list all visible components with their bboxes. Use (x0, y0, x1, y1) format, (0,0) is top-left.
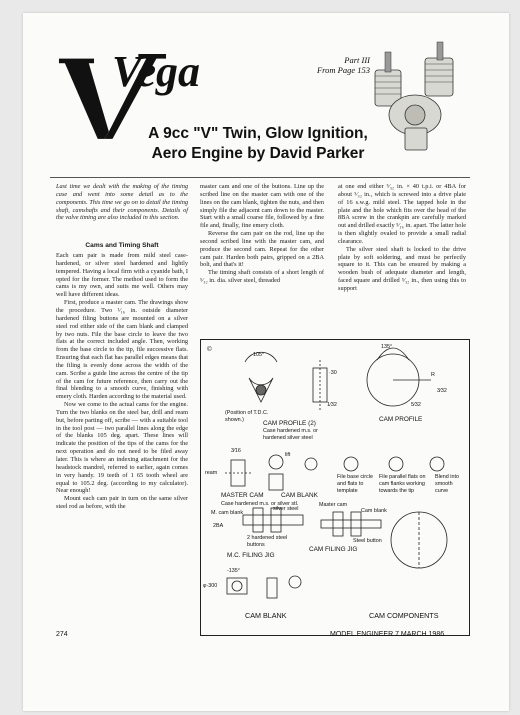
engine-illustration (365, 40, 475, 160)
angle-135: -135° (227, 568, 240, 574)
dim-105: 105° (253, 352, 265, 358)
dim-30: ·30 (329, 370, 337, 376)
dim-3-16: 3⁄16 (231, 448, 241, 454)
cam-components-label: CAM COMPONENTS (369, 611, 439, 620)
header-rule (50, 177, 470, 178)
column-2 (200, 183, 324, 285)
article-title-line1: A 9cc "V" Twin, Glow Ignition, (148, 125, 368, 142)
part-number: Part III (344, 55, 370, 65)
column-3 (338, 183, 466, 293)
section-heading: Cams and Timing Shaft (85, 242, 159, 250)
cam-filing-jig-label: CAM FILING JIG (309, 546, 358, 553)
col3-paragraph: The silver steel shaft is locked to the drive plate by soft soldering, and must be perfectly square to it. This can be ensured by making a wooden bush of adequate diameter and length, faced square and drilled ⁵⁄₃₂ in., then using this to support (338, 245, 466, 292)
col1-paragraph: First, produce a master cam. The drawings show the procedure. Two ¹⁄₁₆ in. outside diameter hardened filing buttons are mounted on a silver steel rod either side of the cam blank and clamped by two nuts. File the base circle to leave the two flats at the correct included angle. Then, working from the base circle to the tip, file successive flats. Ensuring that each flat has parallel edges means that the filing is evenly done across the width of the cam. Scribe a guide line across the centre of the tip of the cam for future reference, then carry out the final blending to a smooth curve, finishing with emery cloth. Harden according to the material used. (56, 299, 188, 401)
file-parallel-note: File parallel flats on cam flanks working towards the tip (379, 474, 426, 494)
dim-3-32: 3⁄32 (437, 388, 447, 394)
page-number: 274 (56, 631, 68, 638)
hardened-buttons-label: 2 hardened steel buttons (247, 535, 288, 548)
master-cam-small-label: Master cam (319, 502, 348, 508)
logo-lettering: Vega (112, 47, 200, 96)
dim-r: R (431, 372, 435, 378)
blend-note: Blend into smooth curve (435, 474, 459, 494)
part-label (270, 55, 370, 75)
column-1 (56, 183, 188, 511)
col2-paragraph: master cam and one of the buttons. Line up the scribed line on the master cam with one of the lines on the cam blank, tighten the nuts, and then simply file the adjacent cam down to the master. Start with a small coarse file, followed by a fine file and, finally, fine emery cloth. (200, 183, 324, 230)
silver-steel-label: silver steel (273, 506, 299, 512)
col3-paragraph: at one end either ⁵⁄₃₂ in. × 40 t.p.i. or 4BA for about ⁵⁄₃₂ in., which is screwed into a drive plate of 16 s.w.g. mild steel. The tapped hole in the plate and the hole which fits over the head of the 8BA screw in the crankpin are carefully marked out and drilled exactly ⁵⁄₁₆ in. apart. The latter hole is then slightly ovaled to provide a small radial clearance. (338, 183, 466, 245)
ream-label: ream (205, 470, 218, 476)
dia-300: φ·300 (203, 583, 218, 589)
cam-profile-2-label: CAM PROFILE (2) (263, 420, 316, 427)
position-tdc: (Position of T.D.C. shown.) (225, 410, 269, 423)
dim-1-32: 1⁄32 (327, 402, 337, 408)
cam-profile-label: CAM PROFILE (379, 416, 423, 423)
ba2-label: 2BA (213, 523, 224, 529)
mc-filing-jig-label: M.C. FILING JIG (227, 552, 275, 559)
master-cam-note: Case hardened m.s. or silver stl. (221, 501, 299, 507)
copyright-mark: © (207, 346, 212, 353)
col1-paragraph: Mount each cam pair in turn on the same silver steel rod as before, with the (56, 495, 188, 511)
steel-button-label: Steel button (353, 538, 382, 544)
m-cam-blank-label: M. cam blank (211, 510, 244, 516)
dim-135: 135° (381, 344, 393, 350)
article-title-line2: Aero Engine by David Parker (151, 145, 365, 162)
cam-profile-2-note: Case hardened m.s. or hardened silver steel (263, 428, 318, 441)
col1-paragraph: Each cam pair is made from mild steel case-hardened, or silver steel hardened and lightly tempered. Having a local firm with a cyanide bath, I opted for the former. The method used to form the cams is my own, and suits me well. Others may well have different ideas. (56, 252, 188, 299)
col2-paragraph: The timing shaft consists of a short length of ⁵⁄₃₂ in. dia. silver steel, threaded (200, 269, 324, 285)
intro-text: Last time we dealt with the making of the timing case and went into some detail as to the components. This time we go on to detail the timing shaft, camshafts and their components. Details of the valve timing are also included in this section. (56, 183, 188, 222)
cam-blank-bottom-label: CAM BLANK (245, 611, 287, 620)
cam-components-diagram (200, 339, 470, 636)
file-base-note: File base circle and flats to template (337, 474, 373, 494)
magazine-footer: MODEL ENGINEER 7 MARCH 1986 (330, 631, 445, 638)
cam-blank-small-label: Cam blank (361, 508, 387, 514)
cam-blank-label: CAM BLANK (281, 492, 318, 499)
col2-paragraph: Reverse the cam pair on the rod, line up the second scribed line with the master cam, and produce the second cam. Repeat for the other cam pair. Harden both pairs, gripped on a 2BA bolt, and that's it! (200, 230, 324, 269)
dim-5-32: 5⁄32 (411, 402, 421, 408)
col1-paragraph: Now we come to the actual cams for the engine. Turn the two blanks on the steel bar, drill and ream but, before parting off, scribe — with a suitable tool in the tool post — two parallel lines along the edge of the blanks 105 deg. apart. These lines will indicate the position of the tips of the cams for the next operation and do not need to be filed away later. This is where an indexing attachment for the headstock mandrel, referred to earlier, again comes in very handy. 19 teeth of 1 65 tooth wheel are equal to 105.2 deg. (according to my calculator). Near enough! (56, 401, 188, 495)
master-cam-label: MASTER CAM (221, 492, 264, 499)
lift-label: lift (285, 452, 291, 458)
from-page: From Page 153 (316, 65, 370, 75)
